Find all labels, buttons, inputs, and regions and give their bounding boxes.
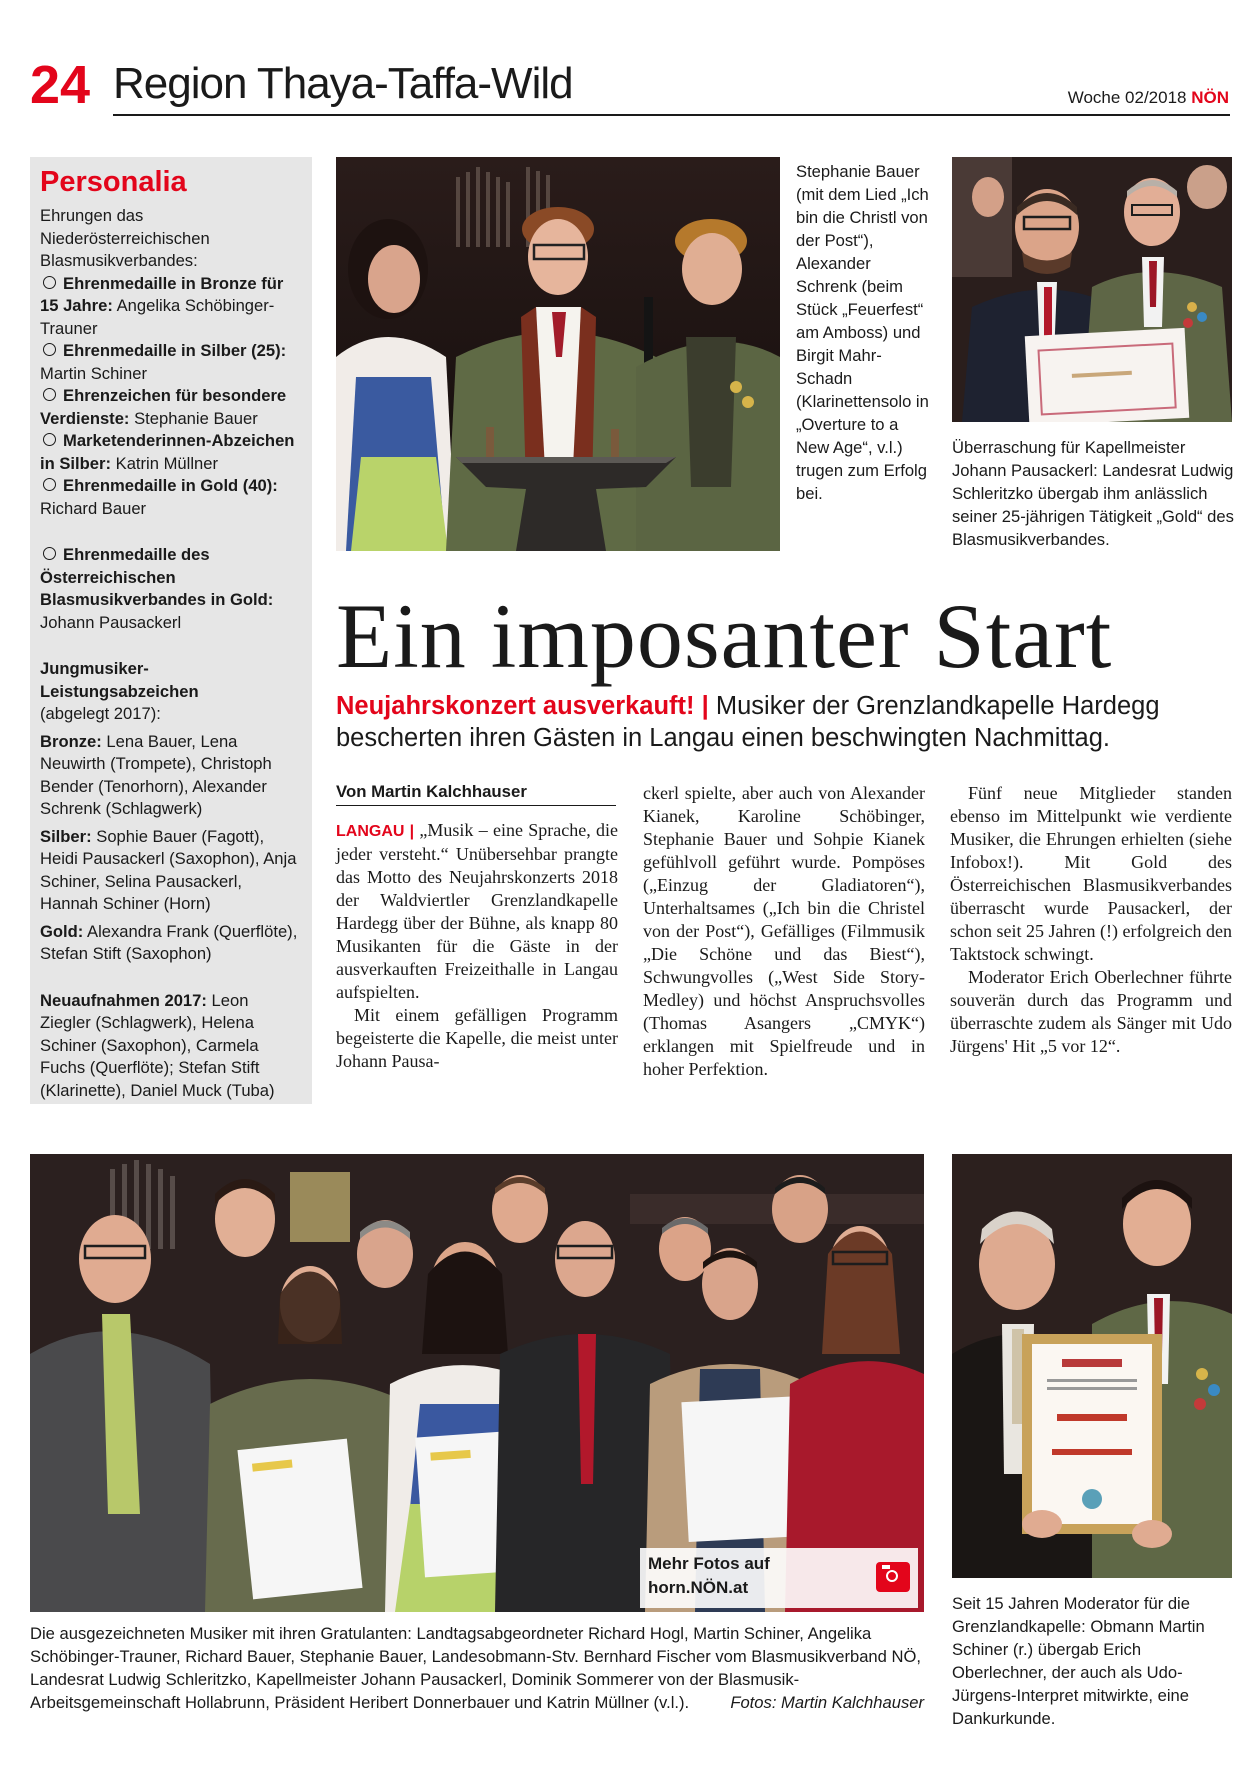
article-headline: Ein imposanter Start xyxy=(336,585,1113,687)
photo3-caption-text: Die ausgezeichneten Musiker mit ihren Gratulanten: Landtagsabgeordneter Richard Hogl, Martin Schiner, Angelika Schöbinger-Trauner, Richard Bauer, Stephanie Bauer, Landesobmann-Stv. Bernhard Fischer vom Blasmusikverband NÖ, Landesrat Ludwig Schleritzko, Kapellmeister Johann Pausackerl, Dominik Sommerer von der Blasmusik-Arbeitsgemeinschaft Hollabrunn, Präsident Heribert Donnerbauer und Katrin Müllner (v.l.). xyxy=(30,1624,921,1712)
article-paragraph: Mit einem gefälligen Programm begeisterte die Kapelle, die meist unter Johann Pausa- xyxy=(336,1005,618,1071)
jung-subtitle: (abgelegt 2017): xyxy=(40,704,161,723)
more-photos-link[interactable]: horn.NÖN.at xyxy=(648,1578,749,1597)
honor-item: Ehrenmedaille des Österreichischen Blasmusikverbandes in Gold: Johann Pausackerl xyxy=(40,545,274,632)
personalia-box xyxy=(30,157,312,1104)
bullet-circle-icon xyxy=(43,388,56,401)
article-paragraph: Fünf neue Mitglieder standen ebenso im Mittelpunkt wie verdiente Musiker, die Ehrungen erhielten (siehe Infobox!). Mit Gold des Österreichischen Blasmusikverbandes überrascht wurde Pausackerl, der schon seit 25 Jahren (!) erfolgreich den Taktstock schwingt. xyxy=(950,783,1232,964)
jung-gold: Gold: Alexandra Frank (Querflöte), Stefan Stift (Saxophon) xyxy=(40,921,298,963)
photo-moderator-certificate xyxy=(952,1154,1232,1578)
dateline: LANGAU | xyxy=(336,823,415,840)
article-deck: Musiker der Grenzlandkapelle Hardegg bescherten ihren Gästen in Langau einen beschwingten Nachmittag. xyxy=(336,692,1160,752)
jung-silber: Silber: Sophie Bauer (Fagott), Heidi Pausackerl (Saxophon), Anja Schiner, Selina Pausackerl, Hannah Schiner (Horn) xyxy=(40,826,297,913)
page-number: 24 xyxy=(30,55,91,115)
jung-bronze: Bronze: Lena Bauer, Lena Neuwirth (Trompete), Christoph Bender (Tenorhorn), Alexander Schrenk (Schlagwerk) xyxy=(40,731,272,818)
photo-group-honorees xyxy=(30,1154,924,1612)
bullet-circle-icon xyxy=(43,276,56,289)
more-photos-banner[interactable] xyxy=(640,1548,918,1608)
jung-title: Jungmusiker-Leistungsabzeichen xyxy=(40,659,199,701)
section-title: Region Thaya-Taffa-Wild xyxy=(113,59,573,108)
honor-item: Ehrenmedaille in Bronze für 15 Jahre: Angelika Schöbinger-Trauner xyxy=(40,273,284,338)
article-column-1 xyxy=(336,819,618,1073)
article-column-3 xyxy=(950,782,1232,1058)
photo-musicians-anvil-image xyxy=(336,157,780,551)
personalia-intro: Ehrungen das Niederösterreichischen Blasmusikverbandes: xyxy=(40,206,210,270)
header-rule xyxy=(113,114,1230,116)
issue-week: Woche 02/2018 xyxy=(1067,88,1187,107)
honor-item: Ehrenmedaille in Silber (25): Martin Schiner xyxy=(40,341,287,383)
photo1-caption: Stephanie Bauer (mit dem Lied „Ich bin die Christl von der Post“), Alexander Schrenk (beim Stück „Feuerfest“ am Amboss) und Birgit Mahr-Schadn (Klarinettensolo in „Overture to a New Age“, v.l.) trugen zum Erfolg bei. xyxy=(796,162,929,503)
article-byline: Von Martin Kalchhauser xyxy=(336,782,616,806)
article-paragraph: LANGAU | „Musik – eine Sprache, die jeder versteht.“ Unübersehbar prangte das Motto des Neujahrskonzerts 2018 der Waldviertler Grenzlandkapelle Hardegg über der Bühne, als knapp 80 Musikanten für die Gäste in der ausverkauften Freizeithalle in Langau aufspielten. xyxy=(336,820,618,1002)
bullet-circle-icon xyxy=(43,433,56,446)
honor-item: Ehrenzeichen für besondere Verdienste: Stephanie Bauer xyxy=(40,386,287,428)
bullet-circle-icon xyxy=(43,478,56,491)
honor-item: Marketenderinnen-Abzeichen in Silber: Katrin Müllner xyxy=(40,431,295,473)
article-column-2 xyxy=(643,782,925,1081)
photo3-caption xyxy=(30,1622,924,1714)
brand-logo: NÖN xyxy=(1191,88,1229,107)
photo-musicians-anvil xyxy=(336,157,780,551)
article-kicker: Neujahrskonzert ausverkauft! | xyxy=(336,692,709,720)
photo-moderator-certificate-image xyxy=(952,1154,1232,1578)
camera-icon xyxy=(876,1562,910,1592)
more-photos-label: Mehr Fotos auf xyxy=(648,1554,770,1573)
article-paragraph: ckerl spielte, aber auch von Alexander Kianek, Karoline Schöbinger, Stephanie Bauer und Sohpie Kianek gefühlvoll geführt wurde. Pompöses („Einzug der Gladiatoren“), Unterhaltsames („Ich bin die Christel von der Post“), Gefälliges (Filmmusik „Die Schöne und das Biest“), Schwungvolles („West Side Story-Medley) und höchst Anspruchsvolles (Thomas Asangers „CMYK“) erklangen mit Spielfreude und in hoher Perfektion. xyxy=(643,783,925,1079)
article-paragraph: Moderator Erich Oberlechner führte souverän durch das Programm und überraschte zudem als Sänger mit Udo Jürgens' Hit „5 vor 12“. xyxy=(950,967,1232,1056)
photo4-caption: Seit 15 Jahren Moderator für die Grenzlandkapelle: Obmann Martin Schiner (r.) übergab Erich Oberlechner, der auch als Udo-Jürgens-Interpret mitwirkte, eine Dankurkunde. xyxy=(952,1594,1205,1728)
personalia-title: Personalia xyxy=(40,166,187,198)
bullet-circle-icon xyxy=(43,547,56,560)
photo-group-honorees-image xyxy=(30,1154,924,1612)
photo2-caption: Überraschung für Kapellmeister Johann Pausackerl: Landesrat Ludwig Schleritzko übergab ihm anlässlich seiner 25-jährigen Tätigkeit „Gold“ des Blasmusikverbandes. xyxy=(952,438,1234,549)
photo-kapellmeister-award-image xyxy=(952,157,1232,422)
bullet-circle-icon xyxy=(43,343,56,356)
photo-credit: Fotos: Martin Kalchhauser xyxy=(730,1693,924,1712)
issue-info xyxy=(1068,88,1229,108)
neuaufnahmen: Neuaufnahmen 2017: Leon Ziegler (Schlagwerk), Helena Schiner (Saxophon), Carmela Fuchs (Querflöte); Stefan Stift (Klarinette), Daniel Muck (Tuba) xyxy=(40,990,275,1100)
photo-kapellmeister-award xyxy=(952,157,1232,422)
honor-item: Ehrenmedaille in Gold (40): Richard Bauer xyxy=(40,476,278,518)
article-subheadline xyxy=(336,690,1236,754)
